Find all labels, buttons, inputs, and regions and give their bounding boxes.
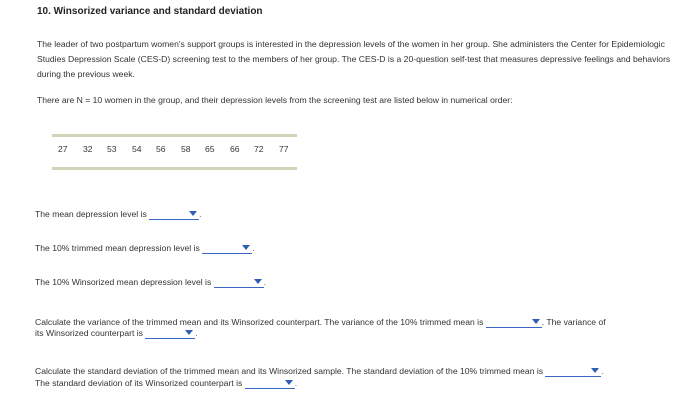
dropdown-arrow-icon bbox=[532, 319, 540, 324]
value-item: 77 bbox=[279, 144, 289, 154]
variance-question-line2 bbox=[35, 327, 198, 339]
mean-label: The mean depression level is bbox=[35, 209, 147, 219]
value-item: 66 bbox=[230, 144, 240, 154]
mean-dropdown[interactable] bbox=[149, 208, 202, 220]
count-paragraph: There are N = 10 women in the group, and their depression levels from the screening test are listed below in numerical order: bbox=[37, 95, 513, 105]
sd-label: Calculate the standard deviation of the trimmed mean and its Winsorized sample. The standard deviation of the 10% trimmed mean is bbox=[35, 366, 544, 376]
trimmed-sd-dropdown[interactable] bbox=[545, 365, 604, 377]
winsorized-mean-label: The 10% Winsorized mean depression level is bbox=[35, 277, 212, 287]
sd-question-line1 bbox=[35, 365, 604, 377]
trimmed-mean-question bbox=[35, 242, 255, 254]
trimmed-mean-label: The 10% trimmed mean depression level is bbox=[35, 243, 200, 253]
dropdown-arrow-icon bbox=[285, 380, 293, 385]
period: . bbox=[195, 328, 198, 338]
winsorized-sd-label: The standard deviation of its Winsorized counterpart is bbox=[35, 378, 243, 388]
winsorized-mean-dropdown[interactable] bbox=[214, 276, 267, 288]
trimmed-variance-dropdown[interactable] bbox=[486, 316, 542, 328]
period: . bbox=[294, 378, 298, 388]
value-item: 65 bbox=[205, 144, 215, 154]
intro-paragraph: The leader of two postpartum women's support groups is interested in the depression levels of the women in her group. She administers the Center for Epidemiologic Studies Depression Scale (CES-D) screening test to the members of her group. The CES-D is a 20-question self-test that measures depressive feelings and behaviors during the previous week. bbox=[37, 39, 671, 79]
values-row bbox=[58, 144, 303, 154]
winsorized-variance-label: its Winsorized counterpart is bbox=[35, 328, 143, 338]
winsorized-sd-dropdown[interactable] bbox=[245, 377, 298, 389]
value-item: 56 bbox=[156, 144, 166, 154]
value-item: 54 bbox=[132, 144, 142, 154]
dropdown-arrow-icon bbox=[254, 279, 262, 284]
question-title: 10. Winsorized variance and standard deviation bbox=[37, 6, 263, 17]
value-item: 72 bbox=[254, 144, 264, 154]
dropdown-arrow-icon bbox=[591, 368, 599, 373]
winsorized-variance-dropdown[interactable] bbox=[145, 327, 198, 339]
value-item: 32 bbox=[83, 144, 93, 154]
variance-label: Calculate the variance of the trimmed mean and its Winsorized counterpart. The variance of the 10% trimmed mean is bbox=[35, 317, 484, 327]
sd-question-line2 bbox=[35, 377, 297, 389]
value-item: 58 bbox=[181, 144, 191, 154]
value-item: 27 bbox=[58, 144, 68, 154]
period: . bbox=[252, 243, 255, 253]
period: . bbox=[199, 209, 202, 219]
period: . bbox=[263, 277, 267, 287]
mean-question bbox=[35, 208, 202, 220]
variance-label-2: . The variance of bbox=[541, 317, 606, 327]
dropdown-arrow-icon bbox=[242, 245, 250, 250]
winsorized-mean-question bbox=[35, 276, 266, 288]
dropdown-arrow-icon bbox=[185, 330, 193, 335]
value-item: 53 bbox=[107, 144, 117, 154]
trimmed-mean-dropdown[interactable] bbox=[202, 242, 255, 254]
dropdown-arrow-icon bbox=[189, 211, 197, 216]
period: . bbox=[601, 366, 604, 376]
